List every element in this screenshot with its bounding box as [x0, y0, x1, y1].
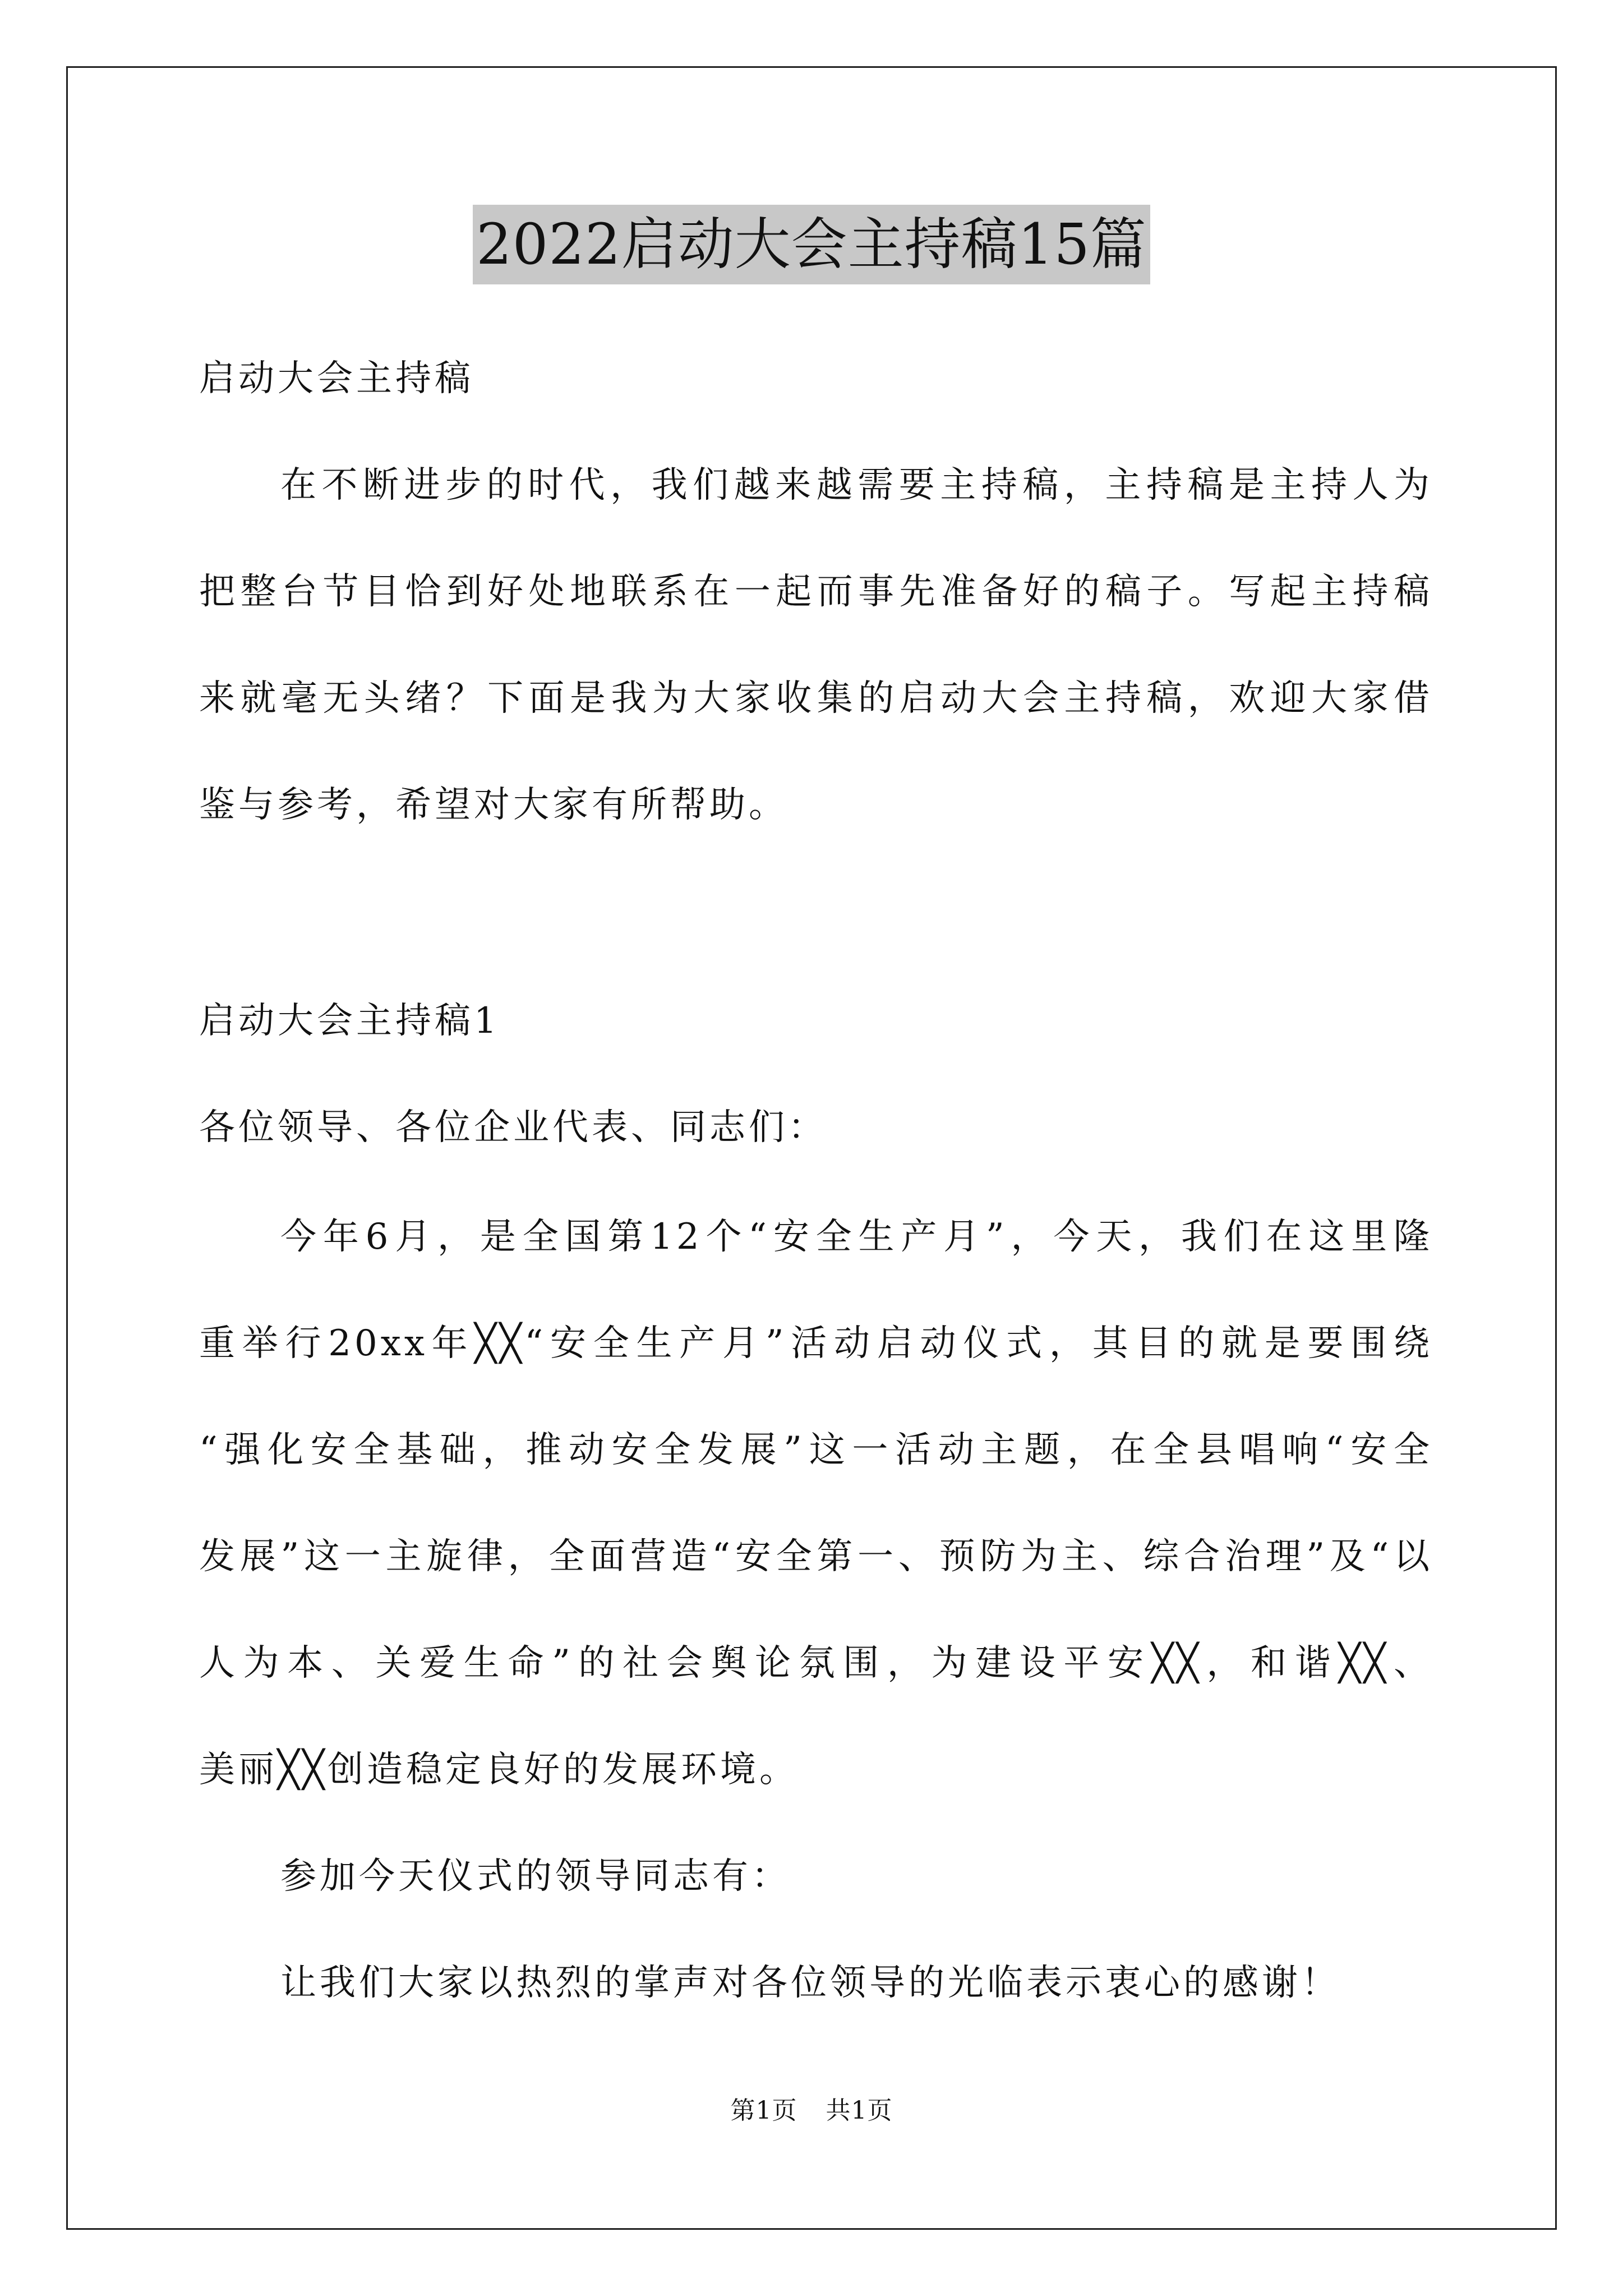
attendees-line: 参加今天仪式的领导同志有：	[280, 1856, 791, 1897]
body-line-5: 人为本、关爱生命”的社会舆论氛围，为建设平安╳╳，和谐╳╳、	[199, 1642, 1433, 1684]
intro-line-3: 来就毫无头绪？下面是我为大家收集的启动大会主持稿，欢迎大家借	[199, 678, 1433, 719]
page-footer	[0, 2095, 1623, 2127]
page-number: 第1页	[730, 2096, 797, 2125]
body-line-4: 发展”这一主旋律，全面营造“安全第一、预防为主、综合治理”及“以	[199, 1536, 1433, 1577]
intro-line-1: 在不断进步的时代，我们越来越需要主持稿，主持稿是主持人为	[280, 464, 1433, 506]
body-line-6: 美丽╳╳创造稳定良好的发展环境。	[199, 1749, 799, 1791]
body-line-2: 重举行20xx年╳╳“安全生产月”活动启动仪式，其目的就是要围绕	[199, 1323, 1433, 1364]
intro-line-2: 把整台节目恰到好处地联系在一起而事先准备好的稿子。写起主持稿	[199, 571, 1433, 613]
greeting-line: 各位领导、各位企业代表、同志们：	[199, 1107, 827, 1148]
section-heading: 启动大会主持稿	[199, 358, 474, 399]
section1-heading: 启动大会主持稿1	[199, 1000, 500, 1042]
thanks-line: 让我们大家以热烈的掌声对各位领导的光临表示衷心的感谢！	[280, 1962, 1340, 2004]
body-line-3: “强化安全基础，推动安全发展”这一活动主题，在全县唱响“安全	[199, 1429, 1433, 1471]
document-title: 2022启动大会主持稿15篇	[473, 205, 1150, 284]
title-container	[0, 205, 1623, 284]
page-total: 共1页	[826, 2096, 893, 2125]
body-line-1: 今年6月，是全国第12个“安全生产月”，今天，我们在这里隆	[280, 1216, 1433, 1258]
intro-line-4: 鉴与参考，希望对大家有所帮助。	[199, 784, 788, 826]
